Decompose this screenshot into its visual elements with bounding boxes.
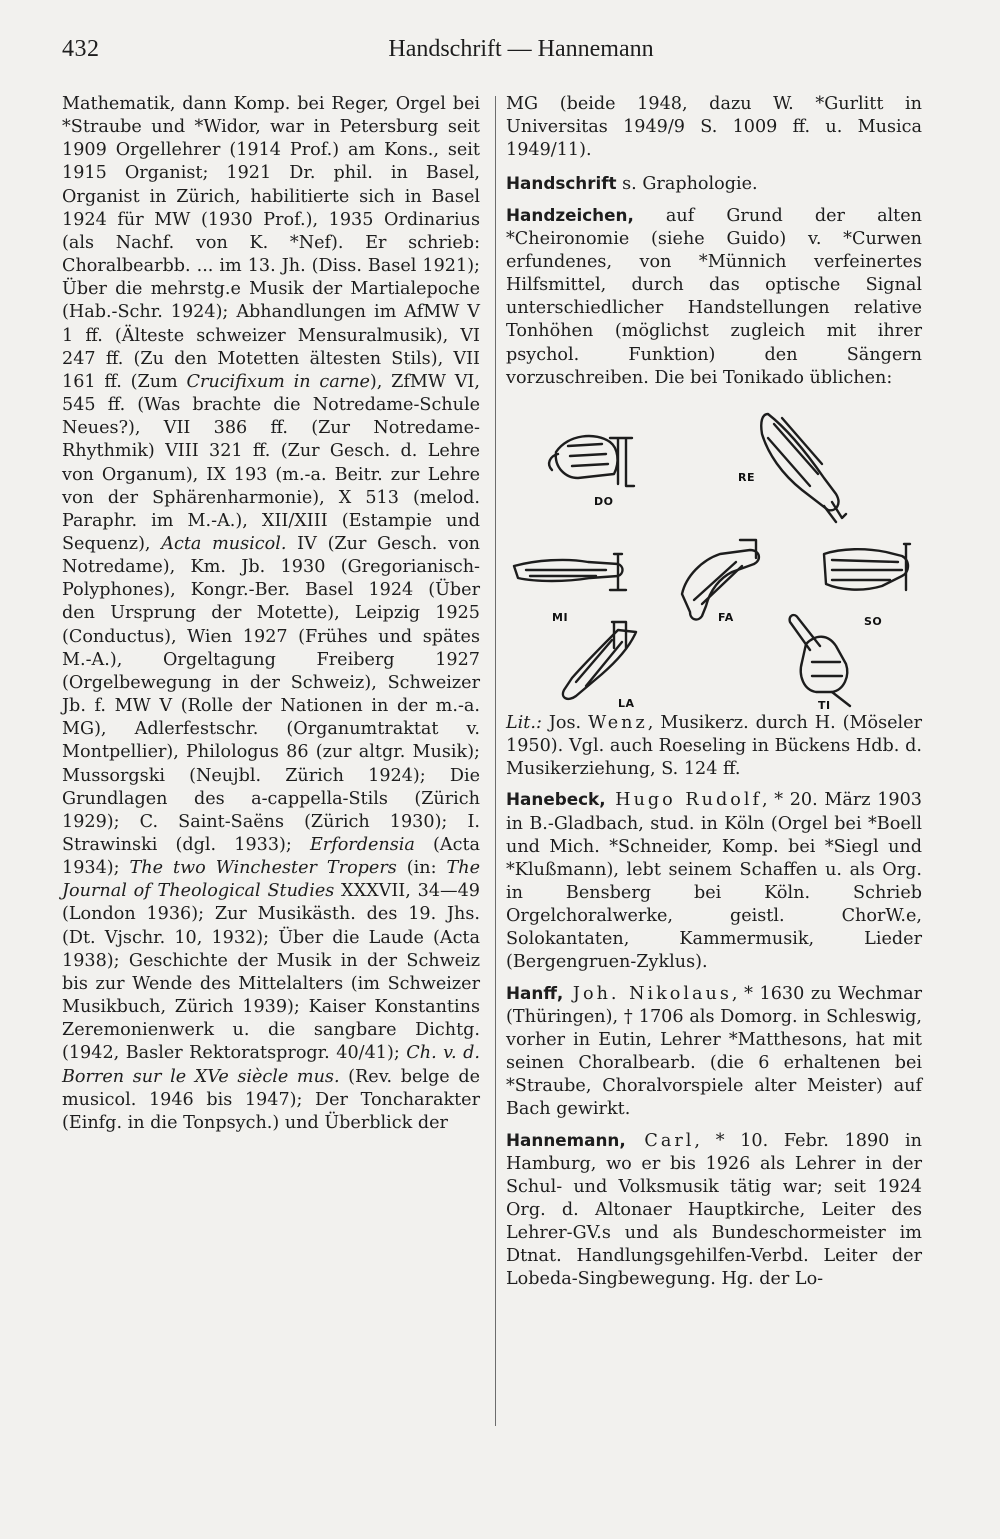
column-divider [495,96,496,1426]
hand-sign-la-drawing [563,622,636,699]
hand-sign-la: LA [618,696,635,710]
hand-sign-do: DO [594,494,614,508]
lemma-hanebeck: Hanebeck, [506,789,606,810]
hand-sign-mi-drawing [514,554,626,590]
page-number: 432 [62,36,100,62]
hand-signs-drawing [506,394,922,712]
left-column [62,93,480,1135]
hand-sign-ti-drawing [790,615,850,706]
continued-entry-text: Mathematik, dann Komp. bei Reger, Orgel bei *Straube und *Widor, war in Petersburg seit 1909 Orgellehrer (1914 Prof.) am Kons., seit 1915 Organist; 1921 Dr. phil. in Basel, Organist in Zürich, habilitierte sich in Basel 1924 für MW (1930 Prof.), 1935 Ordinarius (als Nachf. von K. *Nef). Er schrieb: Choralbearbb. ... im 13. Jh. (Diss. Basel 1921); Über die mehrstg.e Musik der Martialepoche (Hab.-Schr. 1924); Abhandlungen im AfMW V 1 ff. (Älteste schweizer Mensuralmusik), VI 247 ff. (Zu den Motetten ältesten Stils), VII 161 ff. (Zum Crucifixum in carne), ZfMW VI, 545 ff. (Was brachte die Notredame-Schule Neues?), VII 386 ff. (Zur Notredame-Rhythmik) VIII 321 ff. (Zur Gesch. d. Lehre von Organum), IX 193 (m.-a. Beitr. zur Lehre von der Sphärenharmonie), X 513 (melod. Paraphr. im M.-A.), XII/XIII (Estampie und Sequenz), Acta musicol. IV (Zur Gesch. von Notredame), Km. Jb. 1930 (Gregorianisch-Polyphones), Kongr.-Ber. Basel 1924 (Über den Ursprung der Motette), Leipzig 1925 (Conductus), Wien 1927 (Frühes und spätes M.-A.), Orgeltagung Freiberg 1927 (Orgelbewegung in der Schweiz), Schweizer Jb. f. MW V (Rolle der Nationen in der m.-a. MG), Adlerfestschr. (Organumtraktat v. Montpellier), Philologus 86 (zur altgr. Musik); Mussorgski (Neujbl. Zürich 1924); Die Grundlagen des a-cappella-Stils (Zürich 1929); C. Saint-Saëns (Zürich 1930); I. Strawinski (dgl. 1933); Erfordensia (Acta 1934); The two Winchester Tropers (in: The Journal of Theological Studies XXXVII, 34—49 (London 1936); Zur Musikästh. des 19. Jhs. (Dt. Vjschr. 10, 1932); Über die Laude (Acta 1938); Geschichte der Musik in der Schweiz bis zur Wende des Mittelalters (im Schweizer Musikbuch, Zürich 1939); Kaiser Konstantins Zeremonienwerk u. die sangbare Dichtg. (1942, Basler Rektoratsprogr. 40/41); Ch. v. d. Borren sur le XVe siècle mus. (Rev. belge de musicol. 1946 bis 1947); Der Toncharakter (Einfg. in die Tonpsych.) und Überblick der [62,94,480,1133]
entry-hannemann: Hannemann, Carl, * 10. Febr. 1890 in Hamburg, wo er bis 1926 als Lehrer in der Schul- und Volksmusik tätig war; seit 1924 Org. d. Altonaer Hauptkirche, Leiter des Lehrer-GV.s und als Bundeschormeister im Dtnat. Handlungsgehilfen-Verbd. Leiter der Lobeda-Singbewegung. Hg. der Lo- [506,1129,922,1290]
hand-sign-so-drawing [824,544,910,590]
running-title: Handschrift — Hannemann [388,36,654,62]
lemma-hanff: Hanff, [506,982,564,1003]
hand-sign-mi: MI [552,610,569,624]
hand-sign-re: RE [738,470,755,484]
entry-hanebeck: Hanebeck, Hugo Rudolf, * 20. März 1903 in B.-Gladbach, stud. in Köln (Orgel bei *Boell und Mich. *Schneider, Komp. bei *Siegl und *Klußmann), lebt seinem Schaffen u. als Org. in Bensberg bei Köln. Schrieb Orgelchoralwerke, geistl. ChorW.e, Solokantaten, Kammermusik, Lieder (Bergengruen-Zyklus). [506,789,922,973]
hand-sign-do-drawing [549,436,634,486]
hand-signs-figure [506,394,922,712]
hand-sign-so: SO [864,614,883,628]
hand-sign-re-drawing [761,414,846,522]
hand-sign-ti: TI [818,698,831,712]
lemma-handschrift: Handschrift [506,173,617,194]
continued-entry-end: MG (beide 1948, dazu W. *Gurlitt in Universitas 1949/9 S. 1009 ff. u. Musica 1949/11). [506,94,922,161]
lemma-hannemann: Hannemann, [506,1129,626,1150]
lemma-handzeichen: Handzeichen, [506,204,634,225]
right-column [506,93,922,1292]
page-header [62,36,920,66]
entry-handschrift: Handschrift s. Graphologie. [506,173,758,195]
literature-note: Lit.: Jos. Wenz, Musikerz. durch H. (Möseler 1950). Vgl. auch Roeseling in Bückens Hdb. d. Musikerziehung, S. 124 ff. [506,712,923,780]
hand-sign-fa: FA [718,610,734,624]
entry-handzeichen: Handzeichen, auf Grund der alten *Cheironomie (siehe Guido) v. *Curwen erfundenes, von *Münnich verfeinertes Hilfsmittel, durch das optische Signal unterschiedlicher Handstellungen relative Tonhöhen (möglichst zugleich mit ihrer psychol. Funktion) den Sängern vorzuschreiben. Die bei Tonikado üblichen: [506,204,922,388]
entry-hanff: Hanff, Joh. Nikolaus, * 1630 zu Wechmar (Thüringen), † 1706 als Domorg. in Schleswig, vorher in Eutin, Lehrer *Matthesons, hat mit seinen Choralbearb. (die 6 erhaltenen bei *Straube, Choralvorspiele alter Meister) auf Bach gewirkt. [506,982,922,1120]
